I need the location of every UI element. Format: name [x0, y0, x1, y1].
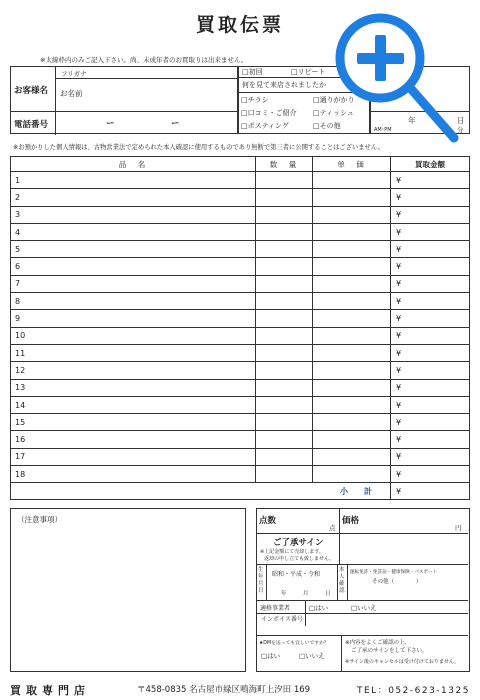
- amount-cell[interactable]: [391, 414, 469, 430]
- zoom-in-icon[interactable]: [332, 10, 462, 145]
- era-options[interactable]: 昭和・平成・令和: [272, 571, 321, 578]
- quantity-cell[interactable]: [256, 380, 313, 396]
- item-name-cell[interactable]: [11, 328, 256, 344]
- item-name-cell[interactable]: [11, 414, 256, 430]
- row-number: 18: [15, 469, 26, 479]
- item-name-cell[interactable]: [11, 241, 256, 257]
- table-row: [10, 276, 470, 293]
- item-name-cell[interactable]: [11, 449, 256, 465]
- option-tissue[interactable]: □ティッシュ: [313, 109, 354, 117]
- table-row: [10, 241, 470, 258]
- unit-price-cell[interactable]: [313, 189, 391, 205]
- table-row: [10, 431, 470, 448]
- quantity-cell[interactable]: [256, 310, 313, 326]
- row-number: 11: [15, 348, 26, 358]
- quantity-cell[interactable]: [256, 449, 313, 465]
- price-unit: 円: [455, 524, 462, 532]
- row-number: 12: [15, 365, 26, 375]
- yen-sign: ¥: [396, 417, 402, 427]
- quantity-cell[interactable]: [256, 258, 313, 274]
- table-row: [10, 466, 470, 483]
- table-row: [10, 449, 470, 466]
- unit-price-cell[interactable]: [313, 207, 391, 223]
- yen-sign: ¥: [396, 452, 402, 462]
- customer-box: [10, 66, 238, 134]
- amount-cell[interactable]: [391, 258, 469, 274]
- id-check-label: 本人確認: [339, 567, 345, 594]
- header-item-name: 品 名: [11, 157, 256, 171]
- quantity-cell[interactable]: [256, 189, 313, 205]
- quantity-cell[interactable]: [256, 431, 313, 447]
- quantity-cell[interactable]: [256, 224, 313, 240]
- amount-cell[interactable]: [391, 345, 469, 361]
- item-name-cell[interactable]: [11, 362, 256, 378]
- shop-address: 〒458-0835 名古屋市緑区鳴海町上汐田 169: [137, 685, 311, 695]
- row-number: 13: [15, 383, 26, 393]
- points-label: 点数: [259, 516, 277, 526]
- yen-sign: ¥: [396, 296, 402, 306]
- summary-box: [256, 508, 470, 672]
- yen-sign: ¥: [396, 192, 402, 202]
- item-name-cell[interactable]: [11, 258, 256, 274]
- items-table: [10, 156, 470, 500]
- dm-no[interactable]: □いいえ: [299, 652, 325, 660]
- item-name-cell[interactable]: [11, 380, 256, 396]
- subtotal-label: 小 計: [11, 483, 391, 499]
- item-name-cell[interactable]: [11, 345, 256, 361]
- yen-sign: ¥: [396, 227, 402, 237]
- item-name-cell[interactable]: [11, 189, 256, 205]
- quantity-cell[interactable]: [256, 293, 313, 309]
- consent-note-2: 返却の申し立ても致しません。: [264, 556, 335, 562]
- table-row: [10, 345, 470, 362]
- amount-cell[interactable]: [391, 310, 469, 326]
- phone-dash-1: ー: [106, 119, 115, 129]
- table-row: [10, 172, 470, 189]
- unit-price-cell[interactable]: [313, 241, 391, 257]
- unit-price-cell[interactable]: [313, 293, 391, 309]
- amount-cell[interactable]: [391, 449, 469, 465]
- notes-label: （注意事項）: [17, 515, 62, 524]
- amount-cell[interactable]: [391, 431, 469, 447]
- subtotal-amount[interactable]: [391, 483, 469, 499]
- amount-cell[interactable]: [391, 241, 469, 257]
- yen-sign: ¥: [396, 486, 402, 496]
- visit-question: 何を見て来店されましたか: [242, 81, 326, 89]
- date-minute: 分: [457, 126, 464, 134]
- row-number: 4: [15, 227, 21, 237]
- notes-box[interactable]: [10, 508, 246, 672]
- amount-cell[interactable]: [391, 380, 469, 396]
- unit-price-cell[interactable]: [313, 414, 391, 430]
- option-flyer[interactable]: □チラシ: [241, 96, 269, 104]
- table-row: [10, 310, 470, 327]
- row-number: 16: [15, 435, 26, 445]
- amount-cell[interactable]: [391, 172, 469, 188]
- row-number: 8: [15, 296, 21, 306]
- amount-cell[interactable]: [391, 397, 469, 413]
- name-sub-label: お名前: [60, 89, 83, 98]
- unit-price-cell[interactable]: [313, 431, 391, 447]
- page-title: 買取伝票: [195, 14, 284, 36]
- birth-label: 生年月日: [258, 567, 264, 594]
- row-number: 14: [15, 400, 26, 410]
- amount-cell[interactable]: [391, 207, 469, 223]
- id-types[interactable]: 運転免許・免許証・健康保険・パスポート: [350, 570, 438, 575]
- yen-sign: ¥: [396, 348, 402, 358]
- row-number: 15: [15, 417, 26, 427]
- quantity-cell[interactable]: [256, 241, 313, 257]
- date-ampm: AM･PM: [374, 127, 392, 133]
- first-visit-checkbox[interactable]: □初回: [242, 68, 263, 76]
- quantity-cell[interactable]: [256, 207, 313, 223]
- row-number: 10: [15, 331, 26, 341]
- option-other[interactable]: □その他: [313, 122, 341, 130]
- items-header: [10, 156, 470, 172]
- unit-price-cell[interactable]: [313, 380, 391, 396]
- table-row: [10, 293, 470, 310]
- invoice-label: インボイス番号: [261, 616, 303, 623]
- row-number: 1: [15, 175, 21, 185]
- table-row: [10, 189, 470, 206]
- quantity-cell[interactable]: [256, 172, 313, 188]
- row-number: 17: [15, 452, 26, 462]
- option-referral[interactable]: □口コミ・ご紹介: [241, 109, 297, 117]
- yen-sign: ¥: [396, 175, 402, 185]
- row-number: 7: [15, 279, 21, 289]
- quantity-cell[interactable]: [256, 466, 313, 482]
- shop-name: 買取専門店: [10, 684, 90, 697]
- item-name-cell[interactable]: [11, 172, 256, 188]
- header-amount: 買取金額: [415, 159, 445, 169]
- unit-price-cell[interactable]: [313, 224, 391, 240]
- header-quantity: 数 量: [256, 157, 313, 171]
- unit-price-cell[interactable]: [313, 345, 391, 361]
- yen-sign: ¥: [396, 383, 402, 393]
- yen-sign: ¥: [396, 244, 402, 254]
- consent-title: ご了承サイン: [273, 538, 324, 548]
- table-row: [10, 258, 470, 275]
- amount-cell[interactable]: [391, 328, 469, 344]
- quantity-cell[interactable]: [256, 345, 313, 361]
- row-number: 5: [15, 244, 21, 254]
- qualified-yes[interactable]: □はい: [309, 604, 329, 612]
- table-row: [10, 414, 470, 431]
- yen-sign: ¥: [396, 400, 402, 410]
- row-number: 6: [15, 262, 21, 272]
- id-other[interactable]: その他（ ）: [372, 579, 422, 585]
- item-name-cell[interactable]: [11, 207, 256, 223]
- yen-sign: ¥: [396, 262, 402, 272]
- yen-sign: ¥: [396, 279, 402, 289]
- header-unit-price: 単 価: [313, 157, 391, 171]
- repeat-checkbox[interactable]: □リピート: [291, 68, 326, 76]
- unit-price-cell[interactable]: [313, 328, 391, 344]
- unit-price-cell[interactable]: [313, 449, 391, 465]
- amount-cell[interactable]: [391, 224, 469, 240]
- option-posting[interactable]: □ポスティング: [241, 122, 289, 130]
- yen-sign: ¥: [396, 210, 402, 220]
- yen-sign: ¥: [396, 365, 402, 375]
- quantity-cell[interactable]: [256, 414, 313, 430]
- consent-note-1: ※上記金額にて売却します。: [260, 549, 324, 555]
- unit-price-cell[interactable]: [313, 258, 391, 274]
- amount-cell[interactable]: [391, 466, 469, 482]
- date-day: 日: [457, 116, 465, 125]
- furigana-label: フリガナ: [61, 70, 87, 78]
- unit-price-cell[interactable]: [313, 466, 391, 482]
- row-number: 3: [15, 210, 21, 220]
- quantity-cell[interactable]: [256, 328, 313, 344]
- price-label: 価格: [342, 516, 360, 526]
- quantity-cell[interactable]: [256, 362, 313, 378]
- row-number: 9: [15, 314, 21, 324]
- yen-sign: ¥: [396, 314, 402, 324]
- phone-label: 電話番号: [14, 120, 49, 130]
- quantity-cell[interactable]: [256, 276, 313, 292]
- table-row: [10, 207, 470, 224]
- privacy-notice: ※お預かりした個人情報は、古物営業法で定められた本人確認に使用するものであり無断で第三者に公開することはございません。: [13, 144, 384, 151]
- yen-sign: ¥: [396, 435, 402, 445]
- item-name-cell[interactable]: [11, 276, 256, 292]
- item-name-cell[interactable]: [11, 293, 256, 309]
- unit-price-cell[interactable]: [313, 172, 391, 188]
- table-row: [10, 224, 470, 241]
- yen-sign: ¥: [396, 331, 402, 341]
- item-name-cell[interactable]: [11, 466, 256, 482]
- birth-ymd: 年 月 日: [281, 591, 331, 597]
- option-passing[interactable]: □通りがかり: [313, 96, 355, 104]
- subtotal-row: [10, 483, 470, 500]
- item-name-cell[interactable]: [11, 310, 256, 326]
- item-name-cell[interactable]: [11, 397, 256, 413]
- unit-price-cell[interactable]: [313, 310, 391, 326]
- unit-price-cell[interactable]: [313, 397, 391, 413]
- dm-question: ★DMを送っても宜しいですか？: [259, 641, 329, 646]
- qualified-label: 適格事業者: [260, 605, 291, 612]
- item-name-cell[interactable]: [11, 431, 256, 447]
- amount-cell[interactable]: [391, 276, 469, 292]
- table-row: [10, 362, 470, 379]
- phone-dash-2: ー: [171, 119, 180, 129]
- confirm-note-2: ご了承のサインをして下さい。: [351, 648, 428, 654]
- points-unit: 点: [329, 524, 336, 532]
- amount-cell[interactable]: [391, 189, 469, 205]
- table-row: [10, 397, 470, 414]
- shop-tel: TEL：052-623-1325: [357, 686, 470, 696]
- unit-price-cell[interactable]: [313, 276, 391, 292]
- customer-name-label: お客様名: [14, 86, 49, 96]
- table-row: [10, 380, 470, 397]
- row-number: 2: [15, 192, 21, 202]
- date-year: 年: [408, 116, 416, 125]
- confirm-note-3: ※サイン後のキャンセルは受け付けておりません。: [345, 659, 460, 665]
- table-row: [10, 328, 470, 345]
- confirm-note-1: ※内容をよくご確認の上、: [345, 640, 411, 646]
- unit-price-cell[interactable]: [313, 362, 391, 378]
- amount-cell[interactable]: [391, 293, 469, 309]
- yen-sign: ¥: [396, 469, 402, 479]
- quantity-cell[interactable]: [256, 397, 313, 413]
- dm-yes[interactable]: □はい: [261, 652, 281, 660]
- item-name-cell[interactable]: [11, 224, 256, 240]
- qualified-no[interactable]: □いいえ: [351, 604, 377, 612]
- amount-cell[interactable]: [391, 362, 469, 378]
- notice-top: ※太線枠内のみご記入下さい。尚、未成年者のお買取りは出来ません。: [40, 56, 248, 64]
